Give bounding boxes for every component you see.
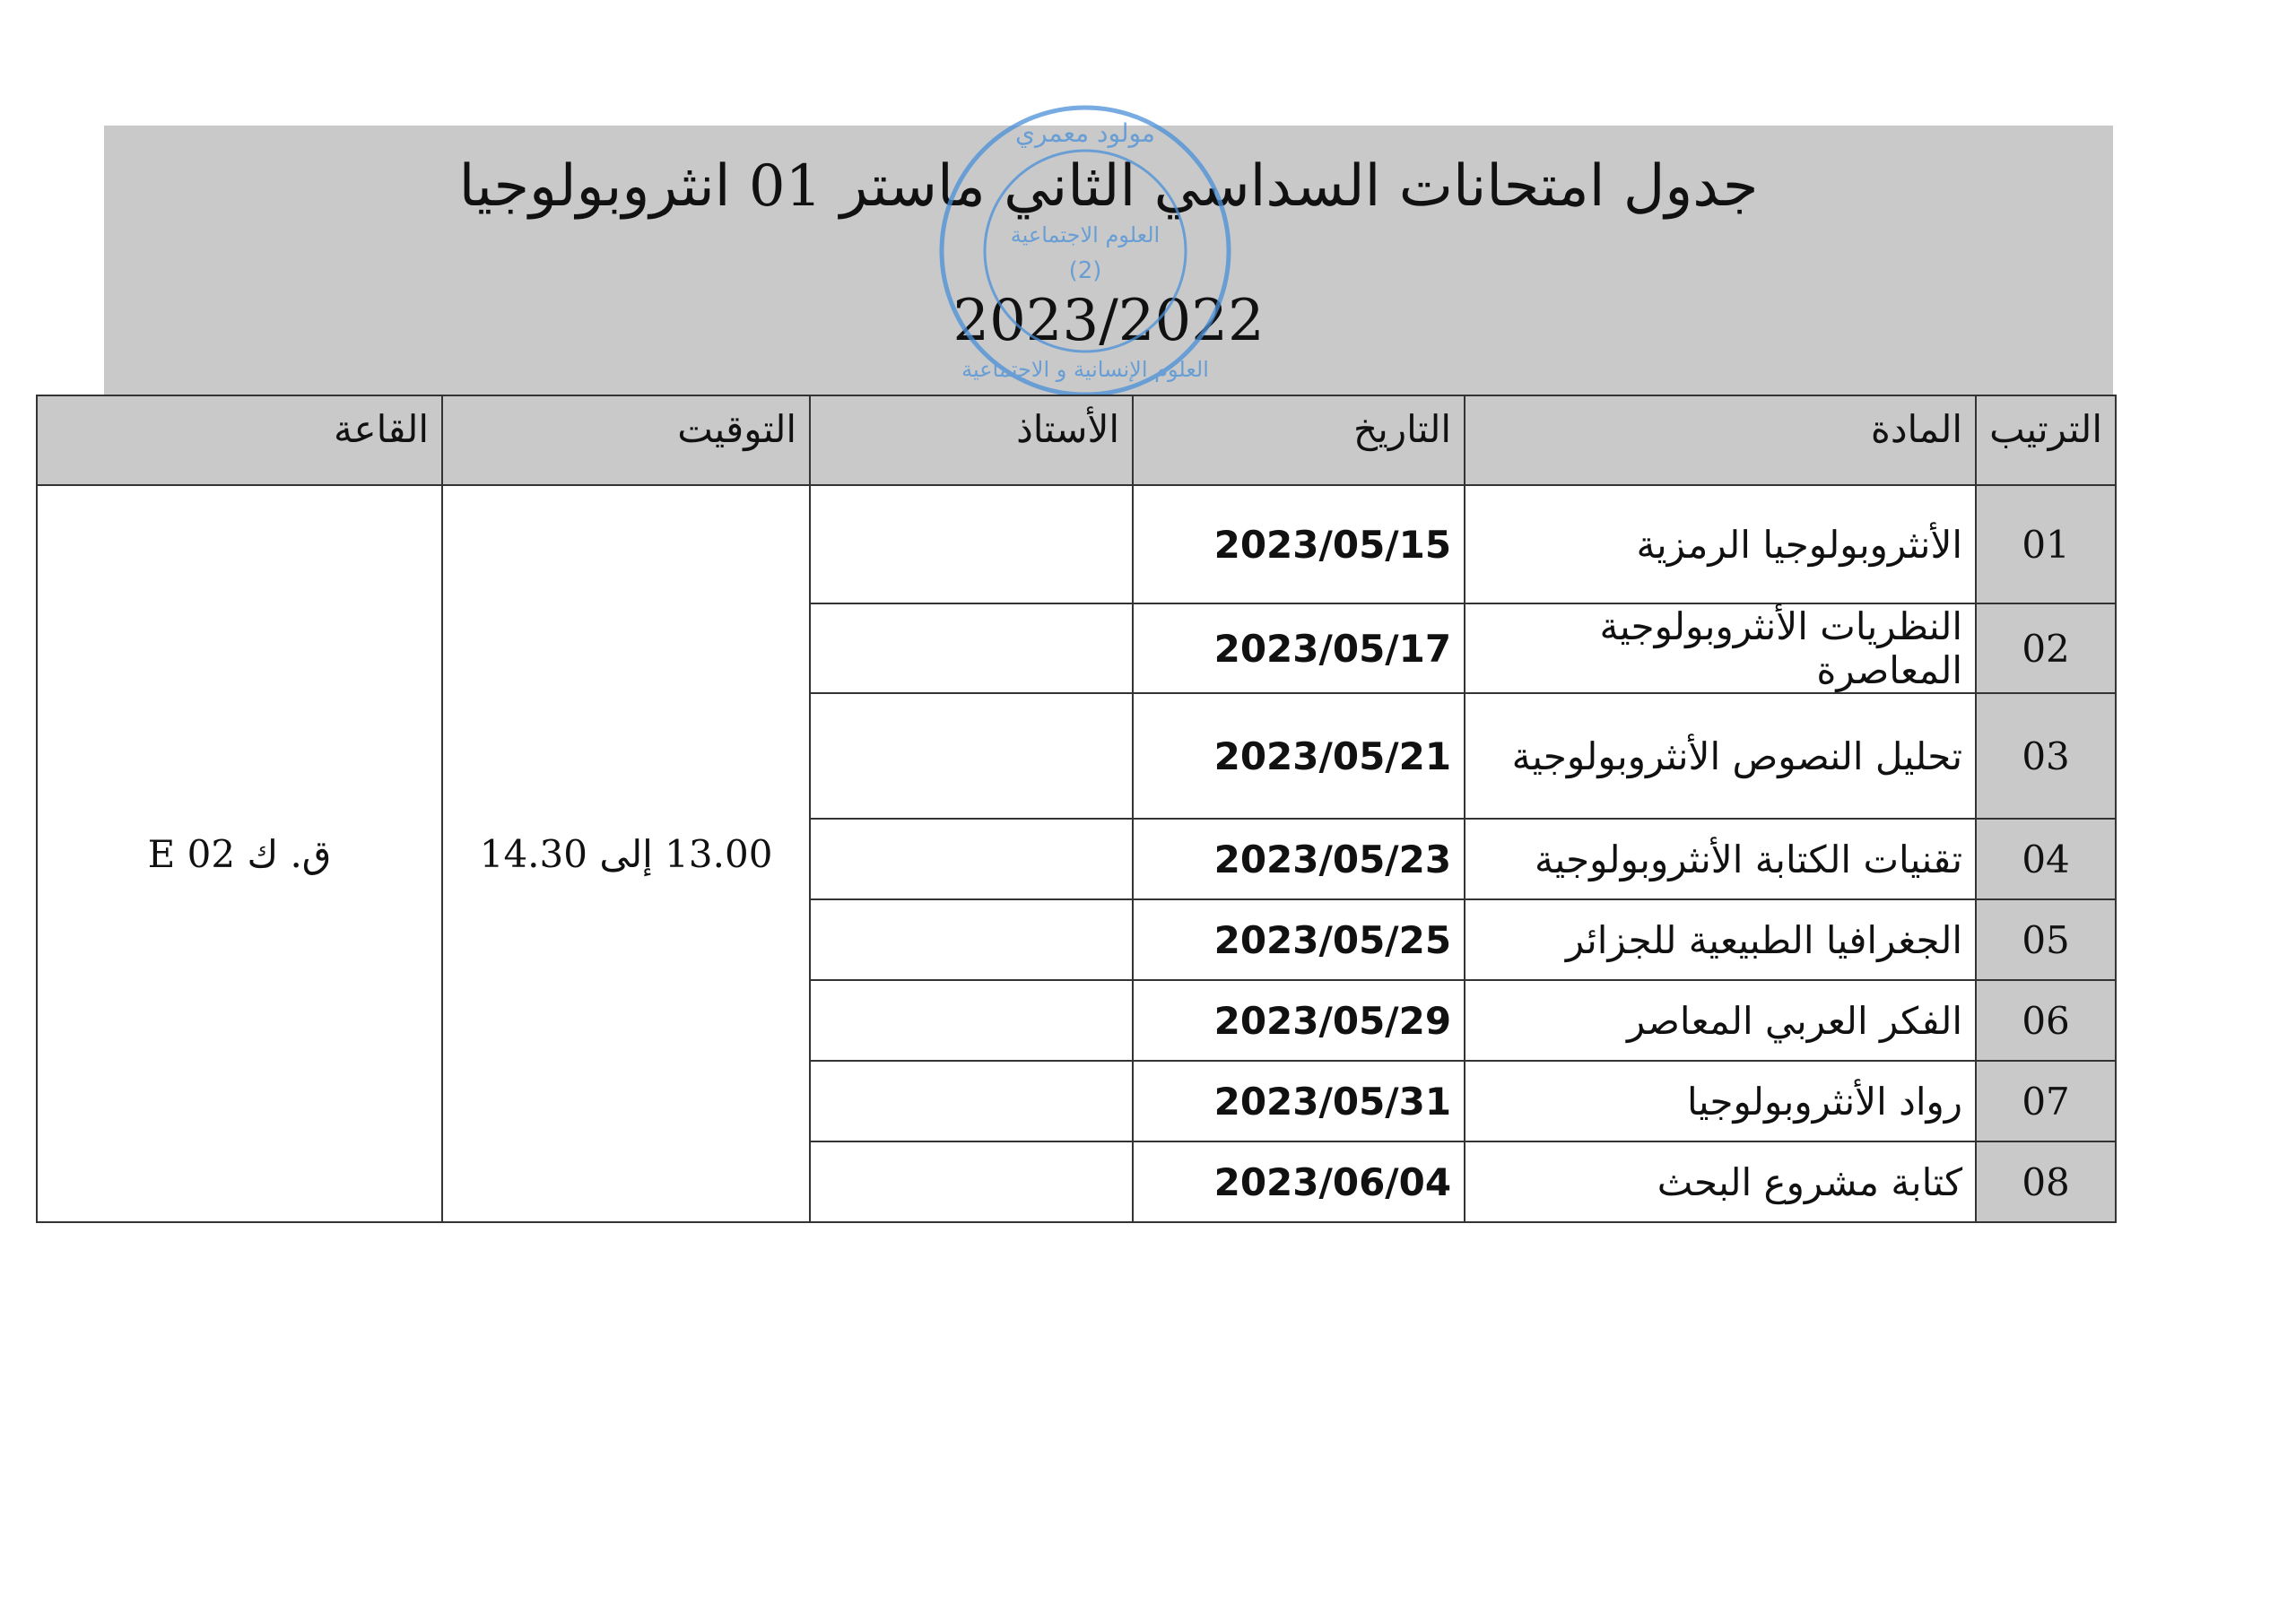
stamp-text-bottom: العلوم الإنسانية و الاجتماعية (961, 357, 1209, 382)
subject-cell: الأنثروبولوجيا الرمزية (1465, 485, 1976, 603)
date-cell: 2023/06/04 (1133, 1141, 1465, 1222)
subject-cell: تقنيات الكتابة الأنثروبولوجية (1465, 819, 1976, 899)
rank-cell: 08 (1976, 1141, 2116, 1222)
rank-cell: 05 (1976, 899, 2116, 980)
title-banner (104, 126, 2113, 402)
date-cell: 2023/05/31 (1133, 1061, 1465, 1141)
room-cell: ق. ك E 02 (37, 485, 442, 1222)
header-subject: المادة (1465, 395, 1976, 485)
stamp-text-num: (2) (1068, 257, 1102, 284)
rank-cell: 03 (1976, 693, 2116, 819)
exam-schedule-table (36, 395, 2117, 1223)
header-time: التوقيت (442, 395, 810, 485)
time-cell: 13.00 إلى 14.30 (442, 485, 810, 1222)
header-rank: الترتيب (1976, 395, 2116, 485)
date-cell: 2023/05/15 (1133, 485, 1465, 603)
table-header-row (37, 395, 2116, 485)
academic-year: 2023/2022 (952, 288, 1265, 354)
date-cell: 2023/05/23 (1133, 819, 1465, 899)
rank-cell: 02 (1976, 603, 2116, 693)
date-cell: 2023/05/29 (1133, 980, 1465, 1061)
professor-cell (810, 1141, 1133, 1222)
rank-cell: 04 (1976, 819, 2116, 899)
stamp-text-top: مولود معمري (1015, 118, 1155, 148)
table-row (37, 485, 2116, 603)
professor-cell (810, 693, 1133, 819)
date-cell: 2023/05/25 (1133, 899, 1465, 980)
header-room: القاعة (37, 395, 442, 485)
professor-cell (810, 485, 1133, 603)
professor-cell (810, 1061, 1133, 1141)
subject-cell: الجغرافيا الطبيعية للجزائر (1465, 899, 1976, 980)
subject-cell: الفكر العربي المعاصر (1465, 980, 1976, 1061)
date-cell: 2023/05/21 (1133, 693, 1465, 819)
rank-cell: 07 (1976, 1061, 2116, 1141)
header-professor: الأستاذ (810, 395, 1133, 485)
subject-cell: تحليل النصوص الأنثروبولوجية (1465, 693, 1976, 819)
page-title: جدول امتحانات السداسي الثاني ماستر 01 انثروبولوجيا (458, 153, 1759, 220)
stamp-text-mid: العلوم الاجتماعية (1010, 222, 1161, 247)
professor-cell (810, 603, 1133, 693)
date-cell: 2023/05/17 (1133, 603, 1465, 693)
rank-cell: 01 (1976, 485, 2116, 603)
subject-cell: النظريات الأنثروبولوجية المعاصرة (1465, 603, 1976, 693)
subject-cell: كتابة مشروع البحث (1465, 1141, 1976, 1222)
professor-cell (810, 980, 1133, 1061)
header-date: التاريخ (1133, 395, 1465, 485)
rank-cell: 06 (1976, 980, 2116, 1061)
professor-cell (810, 899, 1133, 980)
professor-cell (810, 819, 1133, 899)
subject-cell: رواد الأنثروبولوجيا (1465, 1061, 1976, 1141)
